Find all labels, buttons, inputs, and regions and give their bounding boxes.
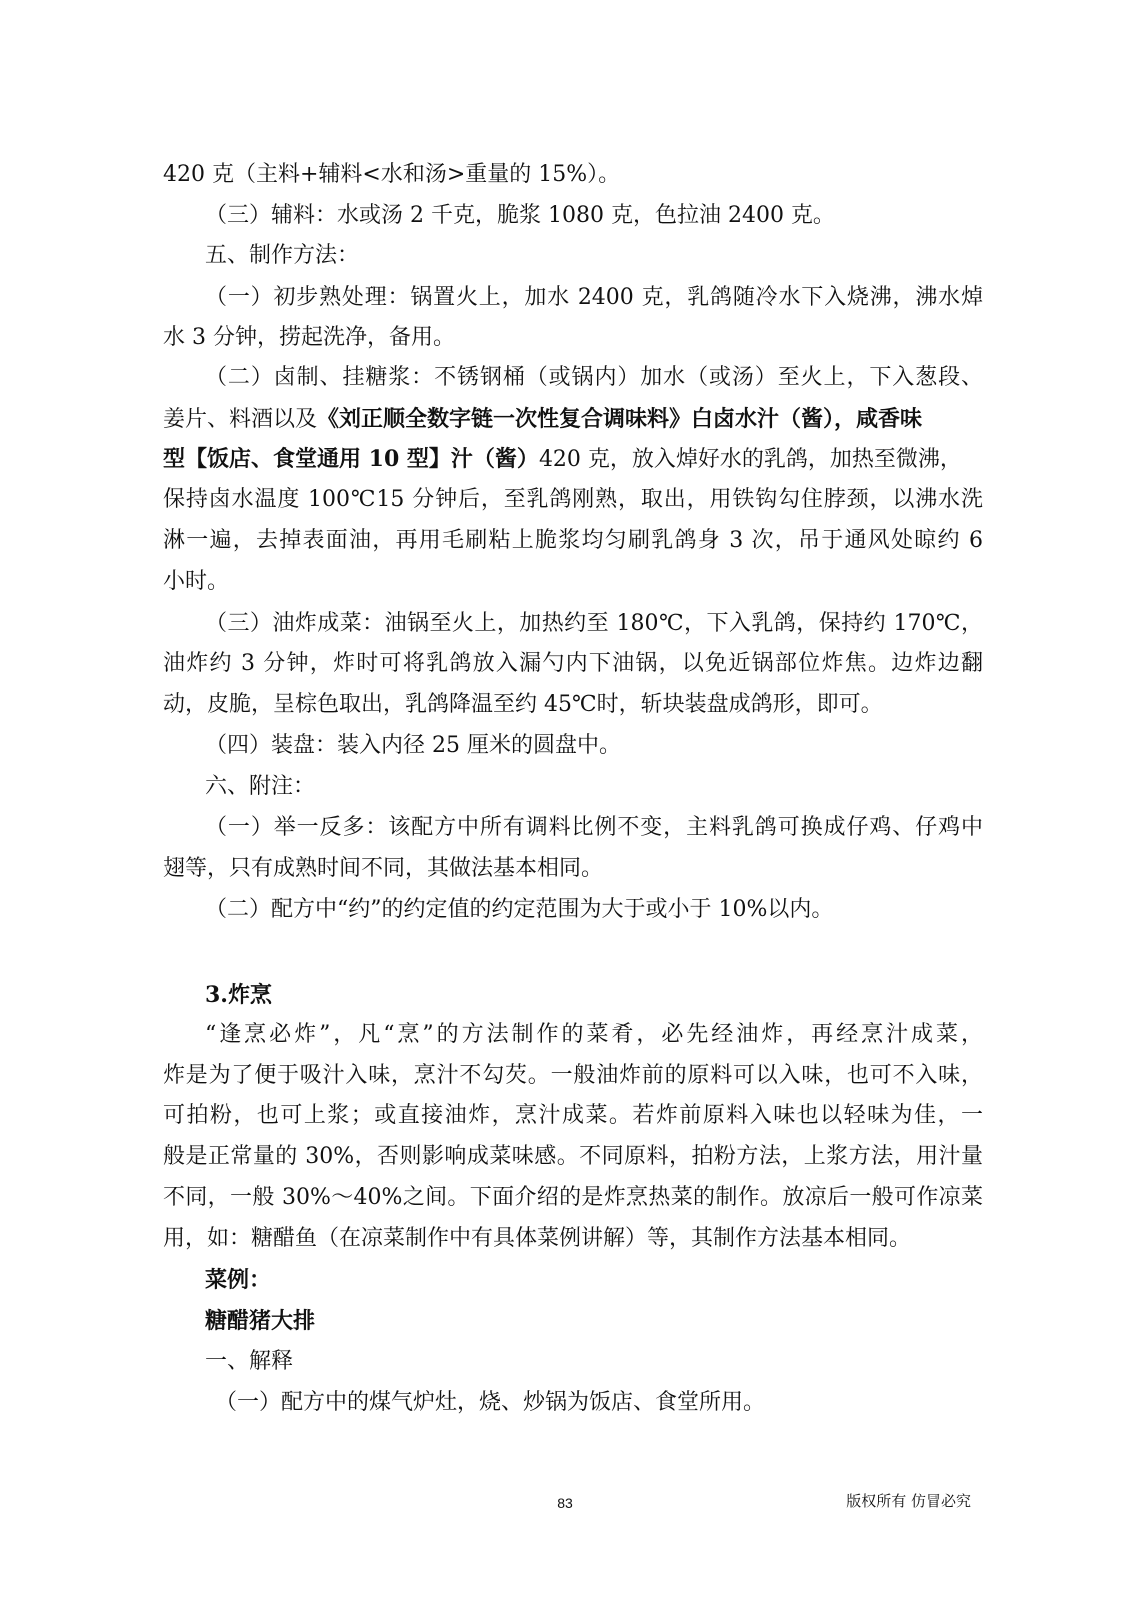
text-line: 小时。 bbox=[163, 569, 230, 594]
mixed-line bbox=[163, 404, 983, 435]
text-line: 翅等，只有成熟时间不同，其做法基本相同。 bbox=[163, 856, 604, 881]
text-line: 420 克（主料+辅料<水和汤>重量的 15%）。 bbox=[163, 162, 621, 187]
page-number: 83 bbox=[557, 1495, 573, 1511]
text-line: （三）油炸成菜：油锅至火上，加热约至 180℃，下入乳鸽，保持约 170℃， bbox=[205, 611, 983, 636]
mixed-line bbox=[163, 444, 983, 475]
text-line: （一）配方中的煤气炉灶，烧、炒锅为饭店、食堂所用。 bbox=[215, 1390, 766, 1415]
text-line: 不同，一般 30%～40%之间。下面介绍的是炸烹热菜的制作。放凉后一般可作凉菜 bbox=[163, 1185, 983, 1210]
text-line: “逢烹必炸”，凡“烹”的方法制作的菜肴，必先经油炸，再经烹汁成菜， bbox=[205, 1022, 983, 1047]
text-line: 动，皮脆，呈棕色取出，乳鸽降温至约 45℃时，斩块装盘成鸽形，即可。 bbox=[163, 692, 883, 717]
text-run: 姜片、料酒以及 bbox=[163, 407, 318, 432]
section-heading: 一、解释 bbox=[205, 1349, 294, 1374]
product-name: 《刘正顺全数字链一次性复合调味料》白卤水汁（酱），咸香味 bbox=[317, 406, 923, 432]
section-heading: 五、制作方法： bbox=[205, 243, 360, 268]
section-title: 3.炸烹 bbox=[205, 982, 272, 1008]
recipe-title: 糖醋猪大排 bbox=[205, 1308, 316, 1334]
text-line: （一）举一反多：该配方中所有调料比例不变，主料乳鸽可换成仔鸡、仔鸡中 bbox=[205, 815, 983, 840]
text-line: （二）卤制、挂糖浆：不锈钢桶（或锅内）加水（或汤）至火上，下入葱段、 bbox=[205, 365, 983, 390]
text-line: 水 3 分钟，捞起洗净，备用。 bbox=[163, 325, 455, 350]
text-line: 淋一遍，去掉表面油，再用毛刷粘上脆浆均匀刷乳鸽身 3 次，吊于通风处晾约 6 bbox=[163, 528, 983, 553]
section-heading: 六、附注： bbox=[205, 774, 316, 799]
example-label: 菜例： bbox=[205, 1267, 272, 1293]
text-line: （四）装盘：装入内径 25 厘米的圆盘中。 bbox=[205, 733, 621, 758]
product-type: 型【饭店、食堂通用 10 型】汁（酱） bbox=[163, 446, 539, 472]
text-line: （三）辅料：水或汤 2 千克，脆浆 1080 克，色拉油 2400 克。 bbox=[205, 203, 835, 228]
text-line: 油炸约 3 分钟，炸时可将乳鸽放入漏勺内下油锅，以免近锅部位炸焦。边炸边翻 bbox=[163, 651, 983, 676]
text-line: 般是正常量的 30%，否则影响成菜味感。不同原料，拍粉方法，上浆方法，用汁量 bbox=[163, 1144, 983, 1169]
text-line: （一）初步熟处理：锅置火上，加水 2400 克，乳鸽随冷水下入烧沸，沸水焯 bbox=[205, 285, 983, 310]
text-line: （二）配方中“约”的约定值的约定范围为大于或小于 10%以内。 bbox=[205, 897, 834, 922]
text-line: 用，如：糖醋鱼（在凉菜制作中有具体菜例讲解）等，其制作方法基本相同。 bbox=[163, 1226, 912, 1251]
copyright-notice: 版权所有 仿冒必究 bbox=[846, 1492, 971, 1510]
text-run: 420 克，放入焯好水的乳鸽，加热至微沸， bbox=[538, 447, 962, 472]
text-line: 可拍粉，也可上浆；或直接油炸，烹汁成菜。若炸前原料入味也以轻味为佳，一 bbox=[163, 1103, 983, 1128]
text-line: 炸是为了便于吸汁入味，烹汁不勾芡。一般油炸前的原料可以入味，也可不入味， bbox=[163, 1063, 983, 1088]
text-line: 保持卤水温度 100℃15 分钟后，至乳鸽刚熟，取出，用铁钩勾住脖颈，以沸水洗 bbox=[163, 487, 983, 512]
